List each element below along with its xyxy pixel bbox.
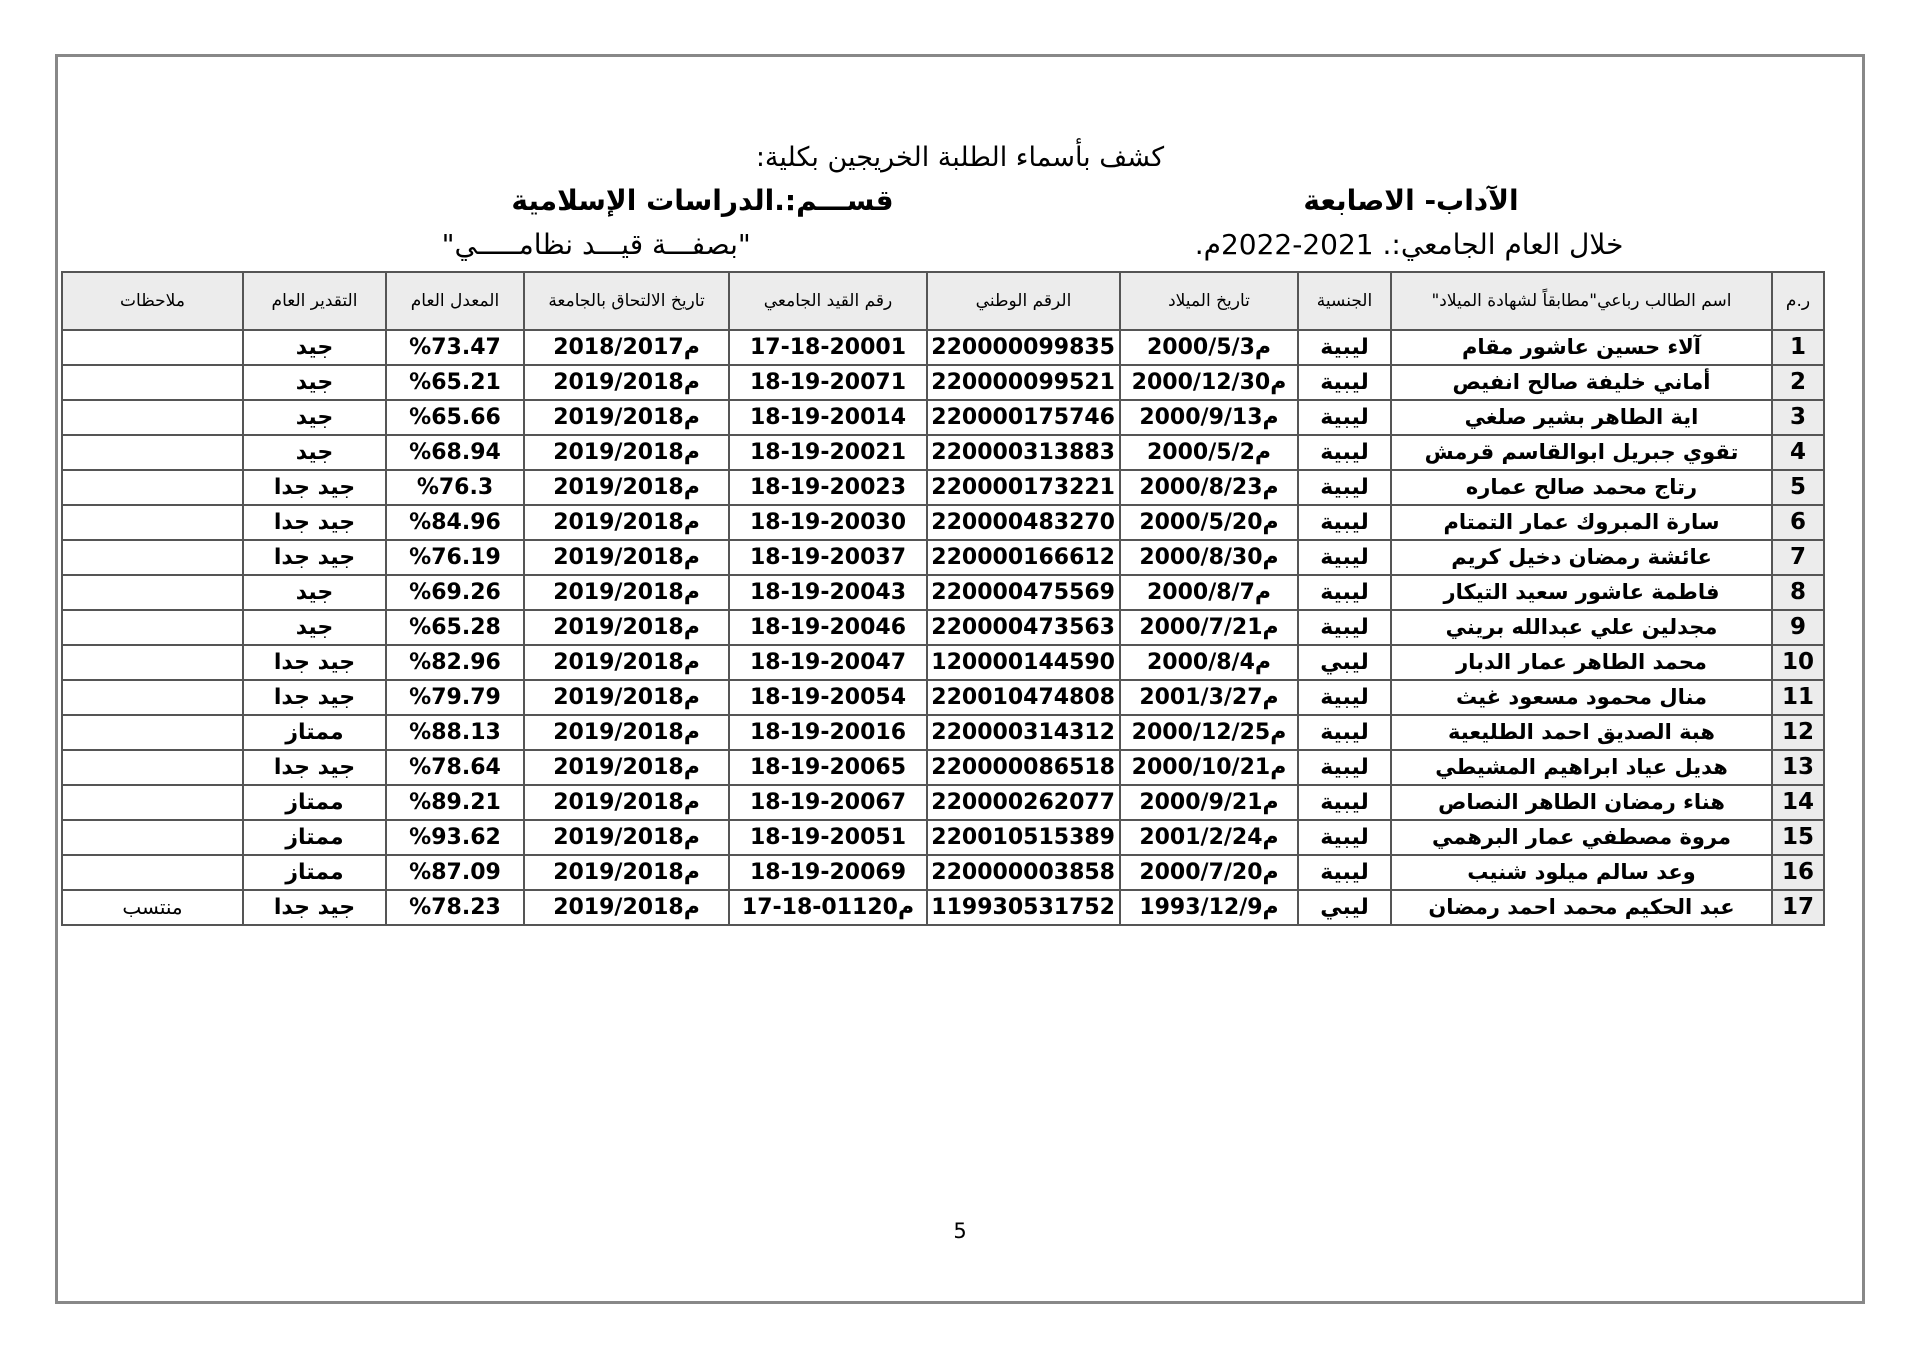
national-id-cell: 220000175746 xyxy=(927,400,1120,435)
student-name: مجدلين علي عبدالله بريني xyxy=(1391,610,1772,645)
enrollment-date-cell: 2018/2017م xyxy=(524,330,729,365)
gpa-cell: %76.3 xyxy=(386,470,524,505)
national-id-cell: 220000473563 xyxy=(927,610,1120,645)
enrollment-date-cell: 2019/2018م xyxy=(524,855,729,890)
nationality-cell: ليبية xyxy=(1298,435,1391,470)
notes-cell xyxy=(62,680,243,715)
department-name: قســـم:.الدراسات الإسلامية xyxy=(511,184,894,217)
nationality-cell: ليبية xyxy=(1298,750,1391,785)
nationality-cell: ليبية xyxy=(1298,680,1391,715)
birth-date-cell: 2000/5/2م xyxy=(1120,435,1298,470)
national-id-cell: 220000166612 xyxy=(927,540,1120,575)
row-number: 15 xyxy=(1772,820,1824,855)
notes-cell xyxy=(62,645,243,680)
table-row xyxy=(62,820,1824,855)
student-name: عائشة رمضان دخيل كريم xyxy=(1391,540,1772,575)
nationality-cell: ليبية xyxy=(1298,785,1391,820)
national-id-cell: 220000173221 xyxy=(927,470,1120,505)
birth-date-cell: 2001/2/24م xyxy=(1120,820,1298,855)
column-header: تاريخ الميلاد xyxy=(1120,272,1298,330)
nationality-cell: ليبية xyxy=(1298,330,1391,365)
row-number: 12 xyxy=(1772,715,1824,750)
row-number: 16 xyxy=(1772,855,1824,890)
grade-cell: جيد xyxy=(243,435,386,470)
nationality-cell: ليبية xyxy=(1298,855,1391,890)
table-row xyxy=(62,610,1824,645)
row-number: 1 xyxy=(1772,330,1824,365)
page-number: 5 xyxy=(953,1219,967,1243)
birth-date-cell: 2000/5/3م xyxy=(1120,330,1298,365)
gpa-cell: %73.47 xyxy=(386,330,524,365)
national-id-cell: 220000483270 xyxy=(927,505,1120,540)
gpa-cell: %68.94 xyxy=(386,435,524,470)
registration-number-cell: 17-18-20001 xyxy=(729,330,927,365)
enrollment-date-cell: 2019/2018م xyxy=(524,610,729,645)
nationality-cell: ليبي xyxy=(1298,645,1391,680)
student-name: وعد سالم ميلود شنيب xyxy=(1391,855,1772,890)
faculty-name: الآداب- الاصابعة xyxy=(1303,184,1519,217)
notes-cell xyxy=(62,365,243,400)
grade-cell: ممتاز xyxy=(243,820,386,855)
gpa-cell: %84.96 xyxy=(386,505,524,540)
birth-date-cell: 2000/8/7م xyxy=(1120,575,1298,610)
national-id-cell: 220000313883 xyxy=(927,435,1120,470)
row-number: 3 xyxy=(1772,400,1824,435)
grade-cell: جيد جدا xyxy=(243,680,386,715)
student-name: مروة مصطفي عمار البرهمي xyxy=(1391,820,1772,855)
enrollment-date-cell: 2019/2018م xyxy=(524,715,729,750)
registration-number-cell: 18-19-20030 xyxy=(729,505,927,540)
birth-date-cell: 2000/10/21م xyxy=(1120,750,1298,785)
enrollment-date-cell: 2019/2018م xyxy=(524,470,729,505)
gpa-cell: %76.19 xyxy=(386,540,524,575)
enrollment-date-cell: 2019/2018م xyxy=(524,890,729,925)
column-header: الرقم الوطني xyxy=(927,272,1120,330)
gpa-cell: %65.66 xyxy=(386,400,524,435)
faculty-department-line xyxy=(0,184,1920,217)
birth-date-cell: 2000/8/4م xyxy=(1120,645,1298,680)
nationality-cell: ليبية xyxy=(1298,470,1391,505)
national-id-cell: 220000314312 xyxy=(927,715,1120,750)
table-row xyxy=(62,855,1824,890)
row-number: 6 xyxy=(1772,505,1824,540)
registration-number-cell: 18-19-20065 xyxy=(729,750,927,785)
gpa-cell: %65.28 xyxy=(386,610,524,645)
enrollment-date-cell: 2019/2018م xyxy=(524,750,729,785)
table-body xyxy=(62,330,1824,925)
enrollment-date-cell: 2019/2018م xyxy=(524,820,729,855)
row-number: 7 xyxy=(1772,540,1824,575)
table-row xyxy=(62,750,1824,785)
registration-number-cell: 18-19-20021 xyxy=(729,435,927,470)
academic-year-line xyxy=(0,228,1920,261)
registration-number-cell: 18-19-20016 xyxy=(729,715,927,750)
student-name: رتاج محمد صالح عماره xyxy=(1391,470,1772,505)
student-name: محمد الطاهر عمار الدبار xyxy=(1391,645,1772,680)
notes-cell xyxy=(62,855,243,890)
notes-cell xyxy=(62,750,243,785)
nationality-cell: ليبية xyxy=(1298,365,1391,400)
registration-number-cell: 18-19-20067 xyxy=(729,785,927,820)
table-row xyxy=(62,365,1824,400)
table-row xyxy=(62,890,1824,925)
grade-cell: جيد xyxy=(243,400,386,435)
birth-date-cell: 2000/8/23م xyxy=(1120,470,1298,505)
academic-year: خلال العام الجامعي:. 2021-2022م. xyxy=(1194,228,1624,261)
table-row xyxy=(62,540,1824,575)
registration-number-cell: 18-19-20043 xyxy=(729,575,927,610)
birth-date-cell: 2000/9/13م xyxy=(1120,400,1298,435)
grade-cell: جيد xyxy=(243,365,386,400)
student-name: منال محمود مسعود غيث xyxy=(1391,680,1772,715)
enrollment-date-cell: 2019/2018م xyxy=(524,785,729,820)
student-name: تقوي جبريل ابوالقاسم قرمش xyxy=(1391,435,1772,470)
gpa-cell: %69.26 xyxy=(386,575,524,610)
enrollment-date-cell: 2019/2018م xyxy=(524,540,729,575)
row-number: 14 xyxy=(1772,785,1824,820)
nationality-cell: ليبي xyxy=(1298,890,1391,925)
document-title: كشف بأسماء الطلبة الخريجين بكلية: xyxy=(755,142,1165,173)
grade-cell: جيد xyxy=(243,575,386,610)
column-header: التقدير العام xyxy=(243,272,386,330)
table-row xyxy=(62,470,1824,505)
enrollment-status: "بصفـــة قيـــد نظامـــــي" xyxy=(441,228,751,261)
gpa-cell: %89.21 xyxy=(386,785,524,820)
enrollment-date-cell: 2019/2018م xyxy=(524,365,729,400)
gpa-cell: %93.62 xyxy=(386,820,524,855)
registration-number-cell: 17-18-011م20 xyxy=(729,890,927,925)
table-row xyxy=(62,680,1824,715)
row-number: 10 xyxy=(1772,645,1824,680)
notes-cell xyxy=(62,785,243,820)
national-id-cell: 220000099521 xyxy=(927,365,1120,400)
nationality-cell: ليبية xyxy=(1298,820,1391,855)
national-id-cell: 220000475569 xyxy=(927,575,1120,610)
grade-cell: جيد جدا xyxy=(243,750,386,785)
registration-number-cell: 18-19-20014 xyxy=(729,400,927,435)
nationality-cell: ليبية xyxy=(1298,400,1391,435)
notes-cell xyxy=(62,610,243,645)
grade-cell: جيد جدا xyxy=(243,890,386,925)
row-number: 13 xyxy=(1772,750,1824,785)
table-row xyxy=(62,645,1824,680)
birth-date-cell: 1993/12/9م xyxy=(1120,890,1298,925)
student-name: سارة المبروك عمار التمتام xyxy=(1391,505,1772,540)
column-header: ر.م xyxy=(1772,272,1824,330)
registration-number-cell: 18-19-20037 xyxy=(729,540,927,575)
birth-date-cell: 2000/7/20م xyxy=(1120,855,1298,890)
notes-cell xyxy=(62,505,243,540)
graduates-table xyxy=(61,271,1825,926)
birth-date-cell: 2001/3/27م xyxy=(1120,680,1298,715)
nationality-cell: ليبية xyxy=(1298,505,1391,540)
grade-cell: جيد xyxy=(243,330,386,365)
student-name: هناء رمضان الطاهر النصاص xyxy=(1391,785,1772,820)
row-number: 5 xyxy=(1772,470,1824,505)
grade-cell: جيد جدا xyxy=(243,645,386,680)
table-row xyxy=(62,505,1824,540)
table-header-row xyxy=(62,272,1824,330)
column-header: تاريخ الالتحاق بالجامعة xyxy=(524,272,729,330)
row-number: 9 xyxy=(1772,610,1824,645)
enrollment-date-cell: 2019/2018م xyxy=(524,645,729,680)
registration-number-cell: 18-19-20054 xyxy=(729,680,927,715)
gpa-cell: %79.79 xyxy=(386,680,524,715)
nationality-cell: ليبية xyxy=(1298,540,1391,575)
birth-date-cell: 2000/8/30م xyxy=(1120,540,1298,575)
student-name: هديل عياد ابراهيم المشيطي xyxy=(1391,750,1772,785)
row-number: 8 xyxy=(1772,575,1824,610)
row-number: 2 xyxy=(1772,365,1824,400)
national-id-cell: 220010474808 xyxy=(927,680,1120,715)
grade-cell: جيد xyxy=(243,610,386,645)
national-id-cell: 220000262077 xyxy=(927,785,1120,820)
registration-number-cell: 18-19-20071 xyxy=(729,365,927,400)
student-name: هبة الصديق احمد الطليعية xyxy=(1391,715,1772,750)
column-header: ملاحظات xyxy=(62,272,243,330)
column-header: رقم القيد الجامعي xyxy=(729,272,927,330)
notes-cell: منتسب xyxy=(62,890,243,925)
row-number: 4 xyxy=(1772,435,1824,470)
table-row xyxy=(62,715,1824,750)
registration-number-cell: 18-19-20047 xyxy=(729,645,927,680)
enrollment-date-cell: 2019/2018م xyxy=(524,400,729,435)
nationality-cell: ليبية xyxy=(1298,610,1391,645)
birth-date-cell: 2000/12/30م xyxy=(1120,365,1298,400)
national-id-cell: 220000086518 xyxy=(927,750,1120,785)
enrollment-date-cell: 2019/2018م xyxy=(524,680,729,715)
grade-cell: جيد جدا xyxy=(243,505,386,540)
grade-cell: جيد جدا xyxy=(243,470,386,505)
notes-cell xyxy=(62,435,243,470)
student-name: فاطمة عاشور سعيد التيكار xyxy=(1391,575,1772,610)
student-name: اية الطاهر بشير صلغي xyxy=(1391,400,1772,435)
column-header: الجنسية xyxy=(1298,272,1391,330)
column-header: المعدل العام xyxy=(386,272,524,330)
registration-number-cell: 18-19-20046 xyxy=(729,610,927,645)
grade-cell: جيد جدا xyxy=(243,540,386,575)
gpa-cell: %78.23 xyxy=(386,890,524,925)
notes-cell xyxy=(62,820,243,855)
row-number: 17 xyxy=(1772,890,1824,925)
notes-cell xyxy=(62,470,243,505)
gpa-cell: %78.64 xyxy=(386,750,524,785)
student-name: عبد الحكيم محمد احمد رمضان xyxy=(1391,890,1772,925)
enrollment-date-cell: 2019/2018م xyxy=(524,575,729,610)
national-id-cell: 119930531752 xyxy=(927,890,1120,925)
gpa-cell: %65.21 xyxy=(386,365,524,400)
national-id-cell: 220000099835 xyxy=(927,330,1120,365)
registration-number-cell: 18-19-20023 xyxy=(729,470,927,505)
national-id-cell: 220010515389 xyxy=(927,820,1120,855)
row-number: 11 xyxy=(1772,680,1824,715)
nationality-cell: ليبية xyxy=(1298,575,1391,610)
table-row xyxy=(62,575,1824,610)
grade-cell: ممتاز xyxy=(243,855,386,890)
table-row xyxy=(62,435,1824,470)
gpa-cell: %82.96 xyxy=(386,645,524,680)
student-name: أماني خليفة صالح انفيص xyxy=(1391,365,1772,400)
gpa-cell: %87.09 xyxy=(386,855,524,890)
notes-cell xyxy=(62,715,243,750)
birth-date-cell: 2000/12/25م xyxy=(1120,715,1298,750)
registration-number-cell: 18-19-20051 xyxy=(729,820,927,855)
grade-cell: ممتاز xyxy=(243,785,386,820)
table-row xyxy=(62,330,1824,365)
notes-cell xyxy=(62,400,243,435)
birth-date-cell: 2000/5/20م xyxy=(1120,505,1298,540)
national-id-cell: 120000144590 xyxy=(927,645,1120,680)
notes-cell xyxy=(62,540,243,575)
birth-date-cell: 2000/7/21م xyxy=(1120,610,1298,645)
national-id-cell: 220000003858 xyxy=(927,855,1120,890)
nationality-cell: ليبية xyxy=(1298,715,1391,750)
column-header: اسم الطالب رباعي"مطابقاً لشهادة الميلاد" xyxy=(1391,272,1772,330)
table-row xyxy=(62,400,1824,435)
enrollment-date-cell: 2019/2018م xyxy=(524,435,729,470)
enrollment-date-cell: 2019/2018م xyxy=(524,505,729,540)
birth-date-cell: 2000/9/21م xyxy=(1120,785,1298,820)
table-row xyxy=(62,785,1824,820)
notes-cell xyxy=(62,330,243,365)
registration-number-cell: 18-19-20069 xyxy=(729,855,927,890)
notes-cell xyxy=(62,575,243,610)
gpa-cell: %88.13 xyxy=(386,715,524,750)
grade-cell: ممتاز xyxy=(243,715,386,750)
student-name: آلاء حسين عاشور مقام xyxy=(1391,330,1772,365)
